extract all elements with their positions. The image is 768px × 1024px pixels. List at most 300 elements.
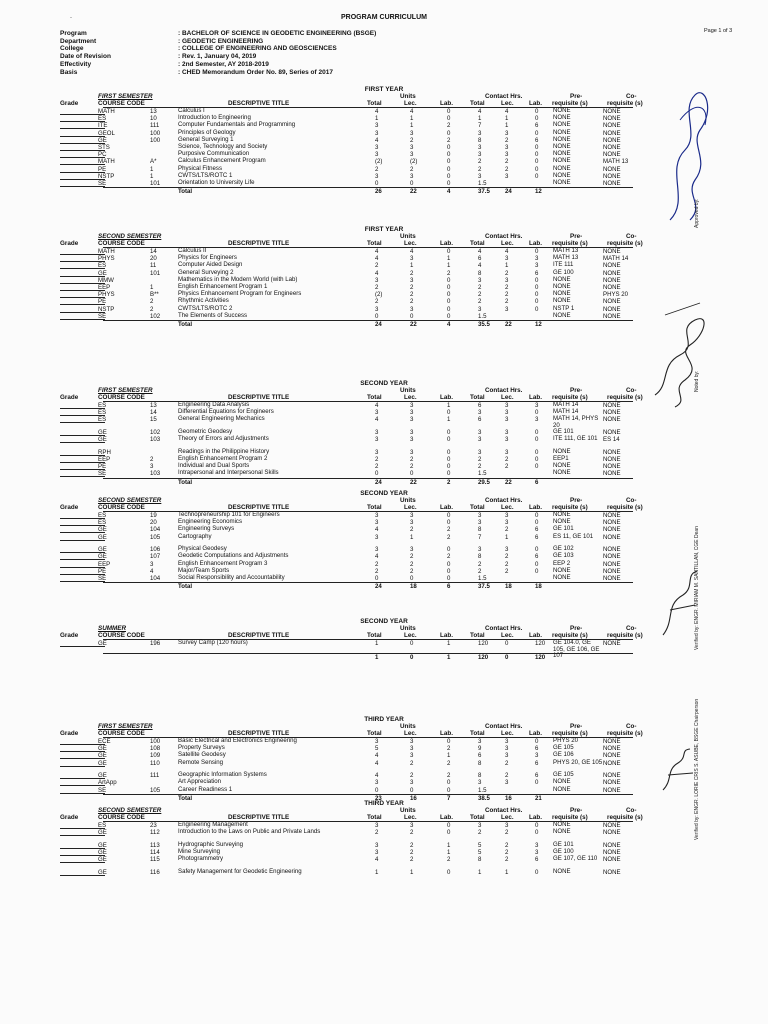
column-header-top [60,233,660,240]
corequisite: NONE [603,298,621,306]
units-lab: 1 [447,255,451,263]
units-lec: 3 [410,822,414,829]
units-header: Units [400,497,416,504]
units-total: 3 [375,822,379,829]
contact-lec: 4 [505,248,509,255]
prerequisite: NONE [553,462,571,470]
course-title: CWTS/LTS/ROTC 2 [178,304,233,312]
contact-total: 3 [478,512,482,519]
contact-total: 3 [478,519,482,527]
course-number: 14 [150,248,157,255]
units-lab: 0 [447,409,451,417]
units-lab: 0 [447,868,451,876]
course-code: GE [98,640,107,647]
units-total: 3 [375,448,379,456]
contact-total: 3 [478,129,482,137]
column-header-top [60,625,660,632]
course-number: 103 [150,436,161,444]
corequisite: NONE [603,738,621,745]
contact-lab: 3 [535,402,539,409]
contact-lab-header: Lab. [529,504,542,511]
units-lec: 2 [410,298,414,306]
course-number: 3 [150,463,154,471]
total-clec: 22 [505,478,512,486]
units-lab: 0 [447,779,451,787]
corequisite-header: Co- [626,233,637,240]
descriptive-title-header: DESCRIPTIVE TITLE [228,240,290,247]
course-code: PC [98,151,107,159]
contact-lec: 1 [505,122,509,130]
course-number: 100 [150,738,161,745]
course-code: EEP [98,456,111,463]
course-title: Engineering Surveys [178,525,235,533]
contact-lec: 3 [505,436,509,444]
units-lec: 3 [410,151,414,159]
units-lab: 1 [447,752,451,760]
units-lab: 0 [447,786,451,794]
course-title: Computer Aided Design [178,261,243,269]
units-lec: 2 [410,136,414,144]
header-row-basis [60,69,376,77]
units-lec: 0 [410,312,414,320]
corequisite-subheader: requisite (s) [607,394,643,401]
total-lec: 22 [410,478,417,486]
column-header-bottom [60,240,660,247]
total-lab: 6 [447,583,451,591]
units-lab: 0 [447,456,451,463]
course-code: GE [98,868,107,876]
contact-total: 6 [478,416,482,424]
semester-label: SECOND SEMESTER [98,497,162,504]
contact-lec: 2 [505,759,509,767]
contact-total: 3 [478,409,482,417]
corequisite-header: Co- [626,807,637,814]
contact-lab: 0 [535,276,539,284]
corequisite: MATH 14 [603,255,629,263]
prerequisite-header: Pre- [570,233,583,240]
units-lec: 2 [410,456,414,463]
units-lec: 3 [410,305,414,313]
course-number: 1 [150,165,154,173]
corequisite: NONE [603,526,621,534]
grade-header: Grade [60,394,79,401]
units-lec: 3 [410,448,414,456]
header-value: : BACHELOR OF SCIENCE IN GEODETIC ENGINEERING (BSGE) [178,30,377,37]
units-lab: 2 [447,772,451,780]
total-lec: 16 [410,794,417,802]
units-total: 3 [375,172,379,180]
total-t: 26 [375,188,382,196]
contact-lab-header: Lab. [529,730,542,737]
corequisite: NONE [603,759,621,767]
course-number: B** [150,291,159,299]
course-code: ES [98,115,107,123]
column-header-bottom [60,394,660,401]
course-code: GE [98,136,107,144]
course-title: Geodetic Computations and Adjustments [178,552,289,560]
units-total: 0 [375,180,379,187]
course-number: 15 [150,416,157,424]
header-row-revision [60,53,376,61]
course-code: GE [98,269,107,277]
course-row [60,436,660,443]
prerequisite: GE 106 [553,751,574,759]
contact-lec: 2 [505,269,509,277]
course-code: GE [98,553,107,561]
contact-lec: 3 [505,752,509,760]
units-total: 3 [375,122,379,130]
units-lec: 1 [410,115,414,123]
course-code: GE [98,429,107,436]
course-code: ITE [98,122,108,130]
corequisite: NONE [603,640,621,647]
contact-lab: 0 [535,429,539,436]
units-lab: 0 [447,512,451,519]
units-lec: 2 [410,269,414,277]
corequisite: NONE [603,172,621,180]
units-total: 2 [375,829,379,837]
course-title: Orientation to University Life [178,179,255,186]
column-header-bottom [60,504,660,511]
corequisite: NONE [603,849,621,856]
contact-lec-header: Lec. [501,100,514,107]
contact-total: 2 [478,291,482,299]
course-number: 111 [150,122,160,130]
contact-total: 2 [478,463,482,471]
contact-lab: 3 [535,255,539,263]
contact-total: 3 [478,546,482,554]
course-number: 105 [150,533,161,541]
contact-total: 3 [478,429,482,436]
course-number: 101 [150,269,161,277]
prerequisite: NONE [553,275,571,283]
prerequisite: GE 103 [553,552,574,560]
course-code: ES [98,519,107,527]
units-lec: 2 [410,526,414,534]
course-code: PHYS [98,291,115,299]
course-number: A* [150,158,157,166]
corequisite: NONE [603,284,621,291]
course-title: Physical Geodesy [178,545,227,553]
corequisite-header: Co- [626,723,637,730]
total-clab: 12 [535,188,542,196]
course-title: Differential Equations for Engineers [178,408,274,416]
contact-lec: 2 [505,456,509,463]
contact-lab: 0 [535,305,539,313]
course-row [60,829,660,836]
contact-total: 2 [478,298,482,306]
prerequisite: NONE [553,283,571,290]
course-code: GE [98,745,107,753]
units-total: 4 [375,772,379,780]
course-row [60,639,660,660]
contact-hours-header: Contact Hrs. [485,625,523,632]
course-title: General Engineering Mechanics [178,415,265,423]
semester-label: FIRST SEMESTER [98,93,153,100]
units-header: Units [400,387,416,394]
course-number: 108 [150,745,161,753]
units-lec: 3 [410,519,414,527]
contact-lab: 120 [535,640,546,647]
units-lab: 0 [447,312,451,320]
course-number: 101 [150,180,161,187]
corequisite: NONE [603,165,621,173]
course-title: Physical Fitness [178,164,223,172]
units-total: 3 [375,533,379,541]
units-total: 2 [375,560,379,568]
corequisite: NONE [603,269,621,277]
units-lab: 0 [447,567,451,575]
corequisite: PHYS 20 [603,291,629,299]
prerequisite: NONE [553,469,571,477]
course-number: 1 [150,284,154,291]
course-code: ArtApp [98,779,117,787]
corequisite: NONE [603,463,621,471]
contact-total: 1 [478,868,482,876]
total-ct: 35.5 [478,321,490,328]
course-code: GE [98,856,107,864]
contact-lec: 2 [505,291,509,299]
course-code: PHYS [98,255,115,263]
contact-lab: 0 [535,512,539,519]
contact-lab: 0 [535,409,539,417]
course-row [60,575,660,582]
corequisite-subheader: requisite (s) [607,632,643,639]
contact-hours-header: Contact Hrs. [485,807,523,814]
prerequisite-header: Pre- [570,807,583,814]
course-code: GE [98,849,107,856]
contact-total: 2 [478,158,482,166]
column-header-bottom [60,814,660,821]
course-code: STS [98,144,110,151]
units-total-header: Total [367,504,382,511]
prerequisite-header: Pre- [570,723,583,730]
contact-lab-header: Lab. [529,240,542,247]
units-lec: 3 [410,512,414,519]
contact-lec: 2 [505,136,509,144]
course-code: GE [98,533,107,541]
units-lec: 3 [410,172,414,180]
contact-lab: 0 [535,248,539,255]
units-lec: 2 [410,772,414,780]
corequisite-subheader: requisite (s) [607,240,643,247]
total-t: 24 [375,478,382,486]
header-label: Basis [60,68,78,76]
prerequisite: NONE [553,290,571,298]
units-total: 4 [375,248,379,255]
contact-lab: 3 [535,752,539,760]
course-code: GE [98,841,107,849]
contact-lec: 3 [505,745,509,753]
contact-lec-header: Lec. [501,730,514,737]
course-row [60,415,660,429]
total-title: Total [178,794,193,802]
prerequisite-subheader: requisite (s) [552,814,588,821]
units-total: 0 [375,312,379,320]
grade-header: Grade [60,100,79,107]
contact-lab: 0 [535,868,539,876]
course-code: ES [98,512,107,519]
corequisite: NONE [603,575,621,582]
units-lab-header: Lab. [440,814,453,821]
units-header: Units [400,93,416,100]
prerequisite: NONE [553,164,571,172]
course-title: CWTS/LTS/ROTC 1 [178,171,233,179]
units-lab: 0 [447,151,451,159]
contact-lab: 6 [535,772,539,780]
total-ct: 29.5 [478,478,490,486]
units-lec: 1 [410,533,414,541]
contact-lab: 6 [535,269,539,277]
course-title: Photogrammetry [178,855,224,863]
contact-lec: 2 [505,560,509,568]
units-lec-header: Lec. [404,100,417,107]
corequisite-header: Co- [626,93,637,100]
course-title: Purposive Communication [178,150,250,158]
course-title: Readings in the Philippine History [178,447,270,455]
units-total: 1 [375,640,379,647]
contact-hours-header: Contact Hrs. [485,93,523,100]
units-lab: 2 [447,122,451,130]
total-clab: 12 [535,321,542,328]
units-lec: 1 [410,262,414,270]
course-row [60,760,660,767]
course-code-header: COURSE CODE [98,730,145,737]
total-lec: 22 [410,188,417,196]
corequisite: ES 14 [603,436,620,444]
course-number: 13 [150,402,157,409]
contact-hours-header: Contact Hrs. [485,387,523,394]
descriptive-title-header: DESCRIPTIVE TITLE [228,632,290,639]
units-total-header: Total [367,632,382,639]
prerequisite-subheader: requisite (s) [552,100,588,107]
prerequisite: NONE [553,447,571,455]
total-t: 24 [375,321,382,328]
units-lec: 4 [410,248,414,255]
course-number: 111 [150,772,160,780]
contact-total: 4 [478,248,482,255]
units-lec-header: Lec. [404,394,417,401]
course-title: Basic Electrical and Electronics Engineering [178,737,297,744]
total-title: Total [178,188,193,196]
total-clab: 6 [535,478,539,486]
total-clec: 22 [505,321,512,328]
contact-total: 7 [478,533,482,541]
course-number: 104 [150,526,161,534]
header-value: : COLLEGE OF ENGINEERING AND GEOSCIENCES [178,45,337,53]
units-lec: 3 [410,255,414,263]
contact-lec: 3 [505,129,509,137]
course-title: Satellite Geodesy [178,751,226,759]
contact-lec: 3 [505,429,509,436]
corequisite: NONE [603,772,621,780]
contact-lab: 0 [535,129,539,137]
total-t: 24 [375,583,382,591]
course-code: ECE [98,738,111,745]
descriptive-title-header: DESCRIPTIVE TITLE [228,814,290,821]
program-header [60,30,376,76]
contact-lec: 4 [505,108,509,115]
units-lec: 0 [410,575,414,582]
units-lab-header: Lab. [440,394,453,401]
contact-lab-header: Lab. [529,632,542,639]
contact-lec: 2 [505,856,509,864]
course-title: The Elements of Success [178,311,248,319]
prerequisite: GE 104.0, GE 105, GE 106, GE 107 [553,639,600,660]
course-title: Major/Team Sports [178,566,230,574]
header-label: Effectivity [60,60,92,68]
units-total: 2 [375,456,379,463]
units-total: 3 [375,409,379,417]
contact-total: 1.5 [478,470,487,478]
contact-lec: 2 [505,284,509,291]
course-number: 104 [150,575,161,582]
units-lec-header: Lec. [404,504,417,511]
units-lec: 3 [410,429,414,436]
corequisite: MATH 13 [603,158,629,166]
contact-total-header: Total [470,394,485,401]
corequisite: NONE [603,519,621,527]
contact-lab: 0 [535,298,539,306]
units-lec: 3 [410,745,414,753]
units-lab: 0 [447,448,451,456]
course-code: SE [98,312,107,320]
units-total: 5 [375,745,379,753]
units-lec: 3 [410,144,414,151]
corequisite: NONE [603,560,621,568]
corequisite: NONE [603,136,621,144]
course-code-header: COURSE CODE [98,394,145,401]
units-lec-header: Lec. [404,632,417,639]
corequisite-header: Co- [626,497,637,504]
contact-total: 1.5 [478,180,487,187]
prerequisite: NONE [553,867,571,875]
contact-lec: 3 [505,409,509,417]
course-code-header: COURSE CODE [98,814,145,821]
course-title: English Enhancement Program 2 [178,455,268,462]
contact-lab: 0 [535,463,539,471]
header-label: College [60,45,84,53]
header-value: : 2nd Semester, AY 2018-2019 [178,60,269,68]
course-number: 2 [150,305,154,313]
contact-total: 2 [478,284,482,291]
corequisite: NONE [603,856,621,864]
total-lec: 18 [410,583,417,591]
course-code: ES [98,402,107,409]
units-lab-header: Lab. [440,240,453,247]
course-number: 14 [150,409,157,417]
course-code: GE [98,759,107,767]
corequisite: NONE [603,448,621,456]
units-lec: 3 [410,129,414,137]
course-code: EEP [98,284,111,291]
course-number: 102 [150,429,161,436]
grade-header: Grade [60,814,79,821]
units-lec: 2 [410,284,414,291]
year-heading: SECOND YEAR [360,490,408,497]
prerequisite: MATH 13 [553,247,579,254]
contact-total: 8 [478,553,482,561]
prerequisite-header: Pre- [570,497,583,504]
total-row [60,654,660,661]
course-code: MMW [98,276,114,284]
units-lec: 0 [410,640,414,647]
course-code: GE [98,546,107,554]
units-header: Units [400,723,416,730]
corequisite: NONE [603,180,621,187]
units-lec: 3 [410,416,414,424]
contact-lab-header: Lab. [529,394,542,401]
